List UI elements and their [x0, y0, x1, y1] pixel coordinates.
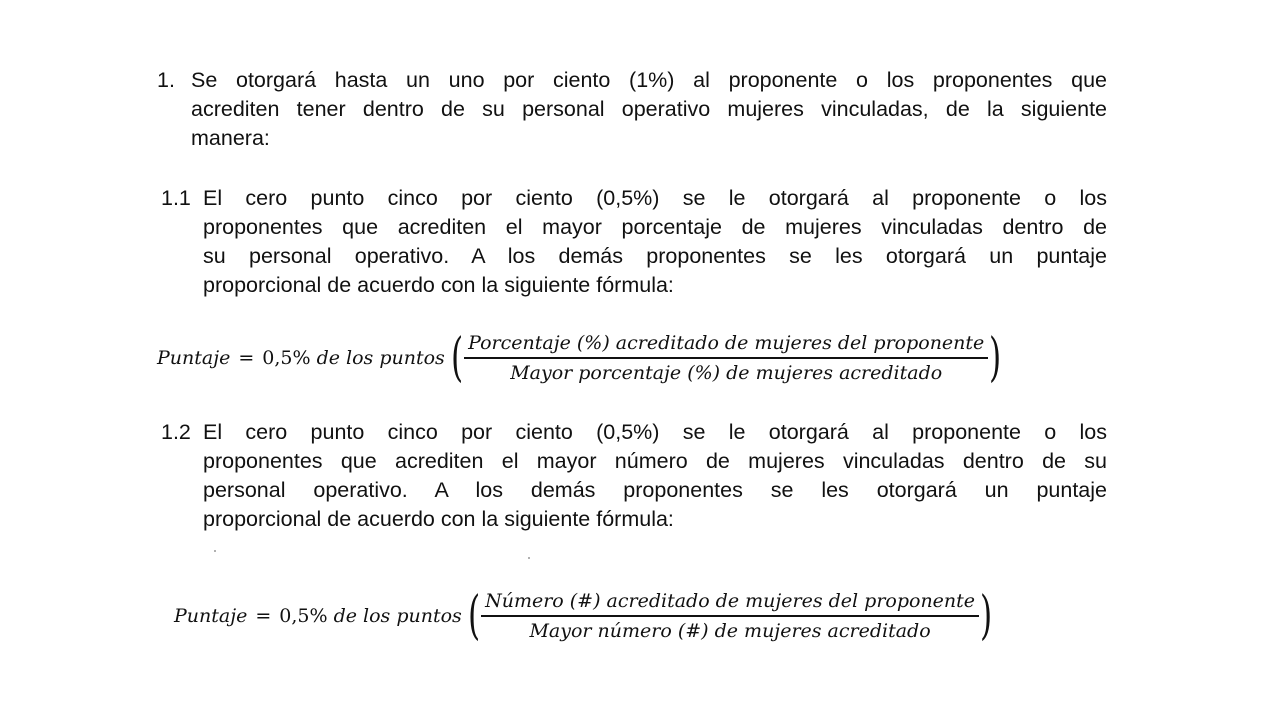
formula-2-of: de los puntos — [333, 605, 462, 627]
item-1-1-number: 1.1 — [161, 186, 191, 210]
item-1-line-3: manera: — [191, 126, 270, 150]
item-1-2-line-2: proponentes que acrediten el mayor número de mujeres vinculadas dentro de su — [203, 449, 1107, 473]
formula-1-lhs: Puntaje — [157, 347, 231, 369]
formula-1-numerator: Porcentaje (%) acreditado de mujeres del proponente — [468, 332, 985, 355]
formula-2-equals: = — [255, 605, 272, 627]
formula-1-of: de los puntos — [316, 347, 445, 369]
item-1-2-line-4: proporcional de acuerdo con la siguiente fórmula: — [203, 507, 674, 531]
item-1-1-line-2: proponentes que acrediten el mayor porcentaje de mujeres vinculadas dentro de — [203, 215, 1107, 239]
formula-2-value: 0,5% — [279, 605, 328, 627]
scan-speck — [528, 557, 530, 559]
item-1-line-1: Se otorgará hasta un uno por ciento (1%) al proponente o los proponentes que — [191, 68, 1107, 92]
item-1-2-line-1: El cero punto cinco por ciento (0,5%) se le otorgará al proponente o los — [203, 420, 1107, 444]
formula-1-close-paren: ) — [989, 328, 1002, 388]
scan-speck — [214, 550, 216, 552]
formula-number — [174, 584, 993, 648]
item-1-1-line-3: su personal operativo. A los demás proponentes se les otorgará un puntaje — [203, 244, 1107, 268]
item-1-2-number: 1.2 — [161, 420, 191, 444]
formula-1-fraction — [464, 332, 988, 383]
item-1-2-paragraph — [203, 418, 1107, 534]
item-1-paragraph — [191, 66, 1107, 153]
formula-1-value: 0,5% — [262, 347, 311, 369]
item-1-1-line-1: El cero punto cinco por ciento (0,5%) se le otorgará al proponente o los — [203, 186, 1107, 210]
item-1-1-line-4: proporcional de acuerdo con la siguiente fórmula: — [203, 273, 674, 297]
formula-2-denominator: Mayor número (#) de mujeres acreditado — [529, 619, 931, 642]
item-1-1-paragraph — [203, 184, 1107, 300]
formula-2-open-paren: ( — [467, 586, 481, 646]
formula-2-close-paren: ) — [980, 586, 993, 646]
item-1-number: 1. — [157, 68, 175, 92]
formula-2-fraction — [481, 590, 979, 641]
formula-2-numerator: Número (#) acreditado de mujeres del proponente — [485, 590, 976, 613]
formula-percentage — [157, 328, 1003, 388]
formula-1-open-paren: ( — [450, 328, 464, 388]
formula-2-lhs: Puntaje — [174, 605, 248, 627]
item-1-2-line-3: personal operativo. A los demás proponentes se les otorgará un puntaje — [203, 478, 1107, 502]
item-1-line-2: acrediten tener dentro de su personal operativo mujeres vinculadas, de la siguiente — [191, 97, 1107, 121]
formula-1-denominator: Mayor porcentaje (%) de mujeres acreditado — [510, 361, 943, 384]
formula-1-equals: = — [238, 347, 255, 369]
